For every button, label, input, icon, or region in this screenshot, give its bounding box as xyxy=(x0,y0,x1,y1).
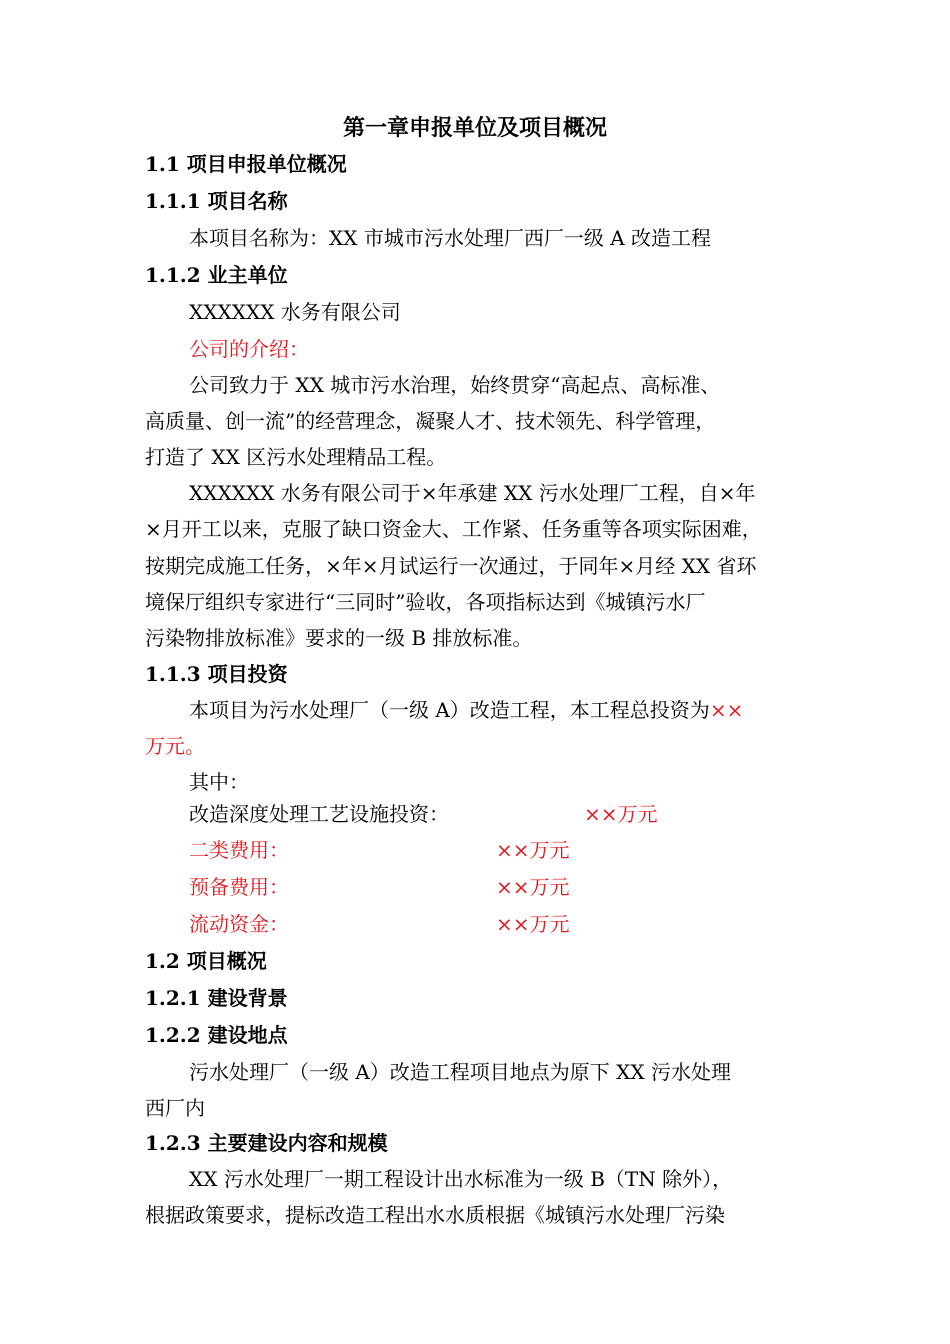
location-line: 西厂内 xyxy=(145,1096,205,1120)
company-intro-label: 公司的介绍： xyxy=(189,337,309,361)
intro-p2-line: 污染物排放标准》要求的一级 B 排放标准。 xyxy=(145,626,533,650)
intro-p2-line: 按期完成施工任务，×年×月试运行一次通过，于同年×月经 XX 省环 xyxy=(145,554,757,578)
investment-item-amount: ××万元 xyxy=(496,838,570,862)
owner-name: XXXXXX 水务有限公司 xyxy=(189,300,401,324)
investment-item-label: 预备费用： xyxy=(189,875,289,899)
section-1-1-3-heading: 1.1.3 项目投资 xyxy=(145,662,288,686)
investment-item-label: 流动资金： xyxy=(189,912,289,936)
investment-item-label: 二类费用： xyxy=(189,838,289,862)
location-line: 污水处理厂（一级 A）改造工程项目地点为原下 XX 污水处理 xyxy=(189,1060,731,1084)
content-line: XX 污水处理厂一期工程设计出水标准为一级 B（TN 除外）， xyxy=(189,1167,733,1191)
intro-p2-line: XXXXXX 水务有限公司于×年承建 XX 污水处理厂工程，自×年 xyxy=(189,481,756,505)
intro-p1-line: 打造了 XX 区污水处理精品工程。 xyxy=(145,445,447,469)
section-1-2-2-heading: 1.2.2 建设地点 xyxy=(145,1023,288,1047)
investment-amount-unit: 万元。 xyxy=(145,734,205,758)
intro-p2-line: 境保厅组织专家进行“三同时”验收，各项指标达到《城镇污水厂 xyxy=(145,590,706,614)
intro-p2-line: ×月开工以来，克服了缺口资金大、工作紧、任务重等各项实际困难， xyxy=(145,517,762,541)
investment-item-amount: ××万元 xyxy=(496,912,570,936)
investment-item-label: 改造深度处理工艺设施投资： xyxy=(189,802,449,826)
investment-amount: ×× xyxy=(709,698,744,722)
section-1-2-heading: 1.2 项目概况 xyxy=(145,949,267,973)
section-1-2-3-heading: 1.2.3 主要建设内容和规模 xyxy=(145,1131,388,1155)
intro-p1-line: 公司致力于 XX 城市污水治理，始终贯穿“高起点、高标准、 xyxy=(189,373,721,397)
investment-item-amount: ××万元 xyxy=(496,875,570,899)
investment-text: 本项目为污水处理厂（一级 A）改造工程，本工程总投资为 xyxy=(189,698,710,722)
chapter-title: 第一章申报单位及项目概况 xyxy=(342,115,607,141)
section-1-1-heading: 1.1 项目申报单位概况 xyxy=(145,152,347,176)
section-1-1-2-heading: 1.1.2 业主单位 xyxy=(145,263,288,287)
content-line: 根据政策要求，提标改造工程出水水质根据《城镇污水处理厂污染 xyxy=(145,1203,725,1227)
section-1-1-1-heading: 1.1.1 项目名称 xyxy=(145,189,288,213)
project-name-line: 本项目名称为：XX 市城市污水处理厂西厂一级 A 改造工程 xyxy=(189,226,711,250)
section-1-2-1-heading: 1.2.1 建设背景 xyxy=(145,986,288,1010)
investment-line xyxy=(189,694,743,726)
investment-item-amount: ××万元 xyxy=(584,802,658,826)
investment-among-label: 其中： xyxy=(189,770,249,794)
intro-p1-line: 高质量、创一流”的经营理念，凝聚人才、技术领先、科学管理， xyxy=(145,409,716,433)
